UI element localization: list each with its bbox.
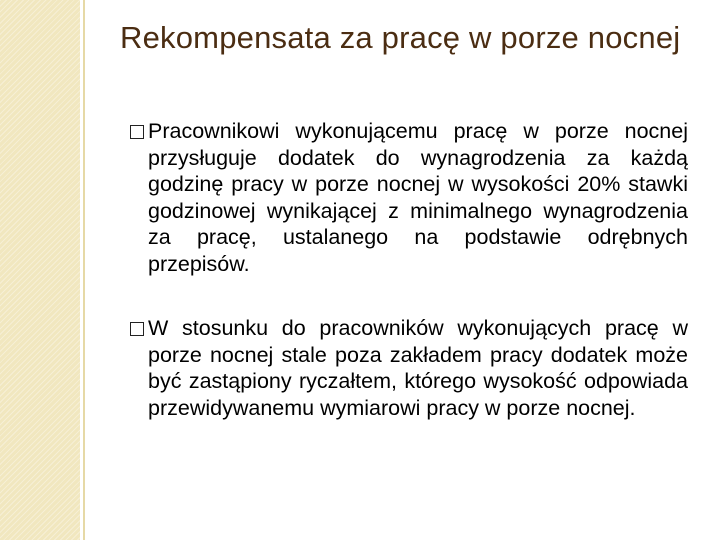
square-bullet-icon [130, 322, 144, 336]
slide-title: Rekompensata za pracę w porze nocnej [120, 20, 681, 55]
bullet-text: W stosunku do pracowników wykonujących pracę w porze nocnej stale poza zakładem pracy dodatek może być zastąpiony ryczałtem, którego wysokość odpowiada przewidywanemu wymiarowi pracy w porze nocnej. [148, 316, 688, 420]
decorative-side-band [0, 0, 80, 540]
bullet-text: Pracownikowi wykonującemu pracę w porze nocnej przysługuje dodatek do wynagrodzenia za każdą godzinę pracy w porze nocnej w wysokości 20% stawki godzinowej wynikającej z minimalnego wynagrodzenia za pracę, ustalanego na podstawie odrębnych przepisów. [148, 119, 688, 276]
bullet-item-night-work-bonus [130, 118, 688, 277]
bullet-list [130, 118, 688, 459]
square-bullet-icon [130, 125, 144, 139]
bullet-item-flat-rate [130, 315, 688, 421]
side-band-divider [83, 0, 85, 540]
